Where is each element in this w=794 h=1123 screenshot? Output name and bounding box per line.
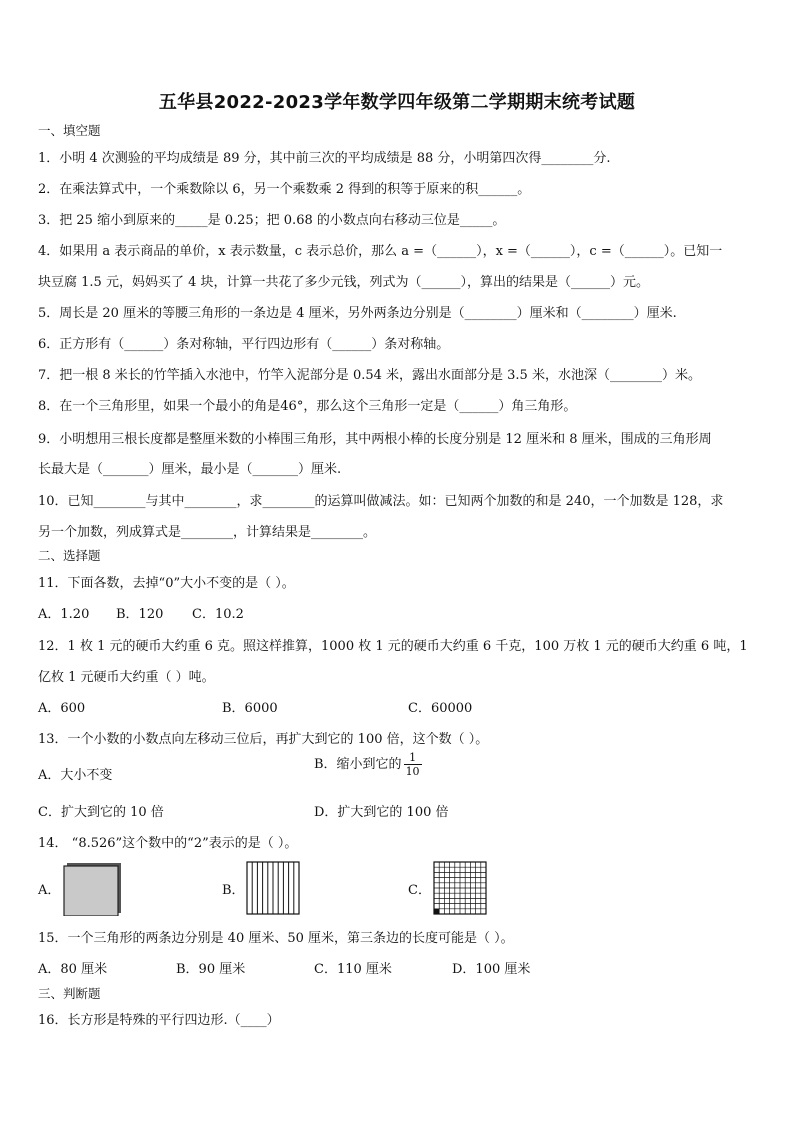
question-2: 2．在乘法算式中，一个乘数除以 6，另一个乘数乘 2 得到的积等于原来的积______。	[38, 182, 531, 197]
option-c: C．60000	[408, 701, 473, 716]
figure-whole-square	[63, 862, 123, 916]
option-b: B．6000	[222, 701, 278, 716]
question-1: 1．小明 4 次测验的平均成绩是 89 分，其中前三次的平均成绩是 88 分，小明第四次得________分.	[38, 151, 611, 166]
question-8: 8．在一个三角形里，如果一个最小的角是46°，那么这个三角形一定是（______）角三角形。	[38, 399, 577, 414]
question-5: 5．周长是 20 厘米的等腰三角形的一条边是 4 厘米，另外两条边分别是（________）厘米和（________）厘米.	[38, 306, 677, 321]
question-15: 15．一个三角形的两条边分别是 40 厘米、50 厘米，第三条边的长度可能是（ ）。	[38, 931, 514, 946]
question-12-line1: 12．1 枚 1 元的硬币大约重 6 克。照这样推算，1000 枚 1 元的硬币大约重 6 千克，100 万枚 1 元的硬币大约重 6 吨，1	[38, 639, 748, 654]
page-title: 五华县2022-2023学年数学四年级第二学期期末统考试题	[158, 92, 636, 113]
option-c: C．110 厘米	[314, 962, 392, 977]
option-a: A．80 厘米	[38, 962, 108, 977]
section-true-false: 三、判断题	[38, 986, 101, 1001]
fraction-one-tenth	[404, 752, 422, 777]
question-14: 14． “8.526”这个数中的“2”表示的是（ ）。	[38, 836, 298, 851]
option-b: B．	[222, 883, 245, 898]
option-a: A．1.20	[38, 607, 90, 622]
question-3: 3．把 25 缩小到原来的_____是 0.25；把 0.68 的小数点向右移动三位是_____。	[38, 213, 506, 228]
question-10-line2: 另一个加数，列成算式是________，计算结果是________。	[38, 525, 377, 540]
figure-ten-strips	[245, 860, 301, 916]
option-d: D．扩大到它的 100 倍	[314, 805, 449, 820]
question-4-line1: 4．如果用 a 表示商品的单价，x 表示数量，c 表示总价，那么 a =（______），x =（______），c =（______）。已知一	[38, 244, 723, 259]
option-a: A．大小不变	[38, 768, 113, 783]
question-6: 6．正方形有（______）条对称轴，平行四边形有（______）条对称轴。	[38, 337, 450, 352]
question-10-line1: 10．已知________与其中________，求________的运算叫做减法。如：已知两个加数的和是 240，一个加数是 128，求	[38, 494, 724, 509]
question-4-line2: 块豆腐 1.5 元，妈妈买了 4 块，计算一共花了多少元钱，列式为（______），算出的结果是（______）元。	[38, 275, 649, 290]
option-b-text: B．缩小到它的	[314, 757, 402, 772]
question-11: 11．下面各数，去掉“0”大小不变的是（ ）。	[38, 576, 295, 591]
question-13: 13．一个小数的小数点向左移动三位后，再扩大到它的 100 倍，这个数（ ）。	[38, 732, 489, 747]
fraction-numerator: 1	[404, 752, 422, 765]
option-c: C．扩大到它的 10 倍	[38, 805, 164, 820]
option-a: A．600	[38, 701, 86, 716]
question-7: 7．把一根 8 米长的竹竿插入水池中，竹竿入泥部分是 0.54 米，露出水面部分是 3.5 米，水池深（________）米。	[38, 368, 701, 383]
option-b: B．90 厘米	[176, 962, 246, 977]
section-fill-blank: 一、填空题	[38, 123, 101, 138]
option-b: B．120	[116, 607, 164, 622]
option-c: C．	[408, 883, 431, 898]
figure-hundred-grid	[432, 860, 488, 916]
fraction-denominator: 10	[405, 765, 420, 778]
option-d: D．100 厘米	[452, 962, 531, 977]
question-9-line1: 9．小明想用三根长度都是整厘米数的小棒围三角形，其中两根小棒的长度分别是 12 厘米和 8 厘米，围成的三角形周	[38, 432, 712, 447]
question-9-line2: 长最大是（_______）厘米，最小是（_______）厘米.	[38, 462, 342, 477]
option-a: A．	[38, 883, 61, 898]
option-c: C．10.2	[192, 607, 244, 622]
section-multiple-choice: 二、选择题	[38, 548, 101, 563]
question-16: 16．长方形是特殊的平行四边形.（____）	[38, 1013, 280, 1028]
option-b	[314, 752, 422, 777]
question-12-line2: 亿枚 1 元硬币大约重（ ）吨。	[38, 670, 215, 685]
